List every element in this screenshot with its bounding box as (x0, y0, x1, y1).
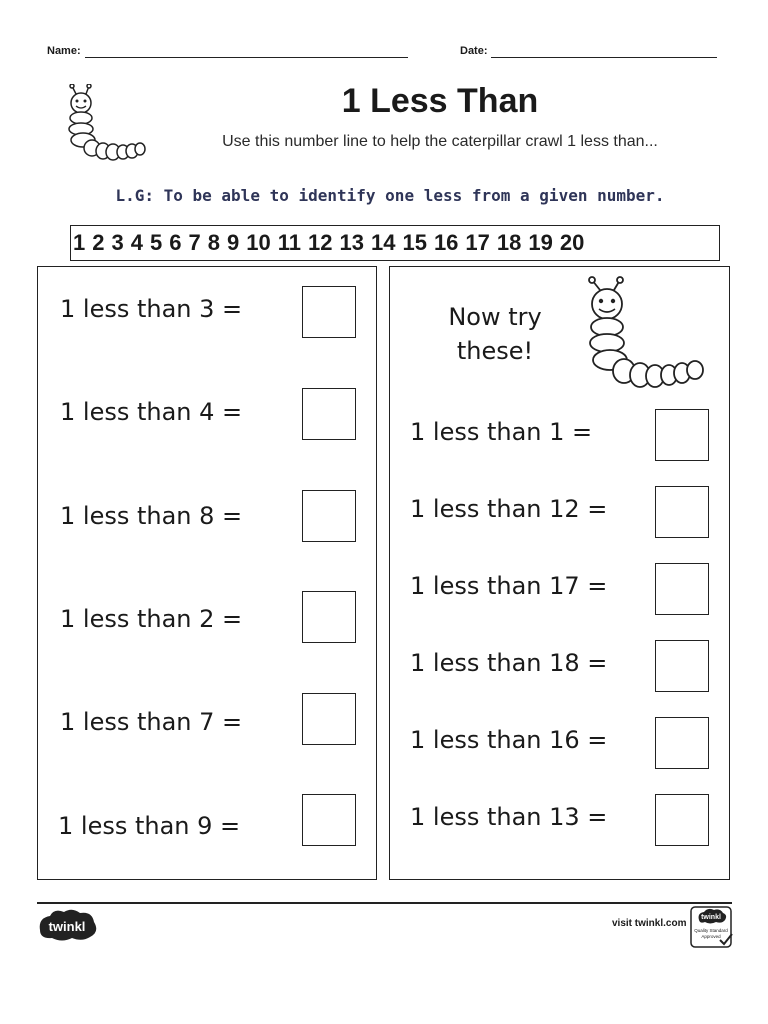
question-label: 1 less than 9 = (58, 812, 241, 840)
number-line-item: 2 (92, 230, 105, 255)
left-question-panel (37, 266, 377, 880)
number-line-item: 5 (150, 230, 163, 255)
question-label: 1 less than 16 = (410, 726, 608, 754)
badge-subtext: Quality Standard (694, 928, 728, 933)
footer-divider (37, 902, 732, 904)
question-label: 1 less than 1 = (410, 418, 593, 446)
name-field[interactable] (85, 57, 408, 58)
question-label: 1 less than 7 = (60, 708, 243, 736)
number-line-item: 1 (73, 230, 86, 255)
prompt-line: Now try (448, 303, 542, 331)
number-line-item: 19 (528, 230, 553, 255)
answer-box[interactable] (655, 640, 709, 692)
quality-standard-badge (690, 906, 734, 950)
number-line-item: 20 (559, 230, 585, 255)
answer-box[interactable] (655, 486, 709, 538)
number-line-item: 8 (207, 230, 220, 255)
caterpillar-icon (582, 276, 714, 400)
number-line-item: 12 (308, 230, 333, 255)
number-line-item: 16 (433, 230, 459, 255)
question-label: 1 less than 18 = (410, 649, 608, 677)
number-line-item: 18 (496, 230, 522, 255)
answer-box[interactable] (302, 693, 356, 745)
answer-box[interactable] (655, 409, 709, 461)
answer-box[interactable] (302, 286, 356, 338)
badge-subtext: Approved (701, 934, 721, 939)
name-label: Name: (47, 45, 81, 57)
learning-goal: L.G: To be able to identify one less from a given number. (115, 186, 665, 205)
number-line-item: 10 (246, 230, 271, 255)
question-label: 1 less than 2 = (60, 605, 243, 633)
answer-box[interactable] (655, 563, 709, 615)
number-line-item: 14 (370, 230, 396, 255)
page-subtitle: Use this number line to help the caterpillar crawl 1 less than... (222, 133, 658, 150)
answer-box[interactable] (655, 794, 709, 846)
now-try-prompt (425, 300, 565, 368)
page-title: 1 Less Than (341, 82, 539, 120)
number-line-item: 17 (465, 230, 490, 255)
question-label: 1 less than 13 = (410, 803, 608, 831)
number-line-item: 9 (227, 230, 240, 255)
number-line-item: 4 (130, 230, 143, 255)
number-line-item: 11 (277, 230, 301, 255)
number-line-item: 3 (111, 230, 124, 255)
visit-link[interactable]: visit twinkl.com (612, 918, 687, 929)
prompt-line: these! (456, 337, 534, 365)
badge-text: twinkl (701, 914, 721, 921)
number-line (70, 225, 720, 261)
question-label: 1 less than 12 = (410, 495, 608, 523)
question-label: 1 less than 3 = (60, 295, 243, 323)
answer-box[interactable] (302, 794, 356, 846)
date-field[interactable] (491, 57, 717, 58)
question-label: 1 less than 8 = (60, 502, 243, 530)
logo-text: twinkl (48, 919, 86, 934)
number-line-item: 13 (339, 230, 364, 255)
number-line-item: 6 (169, 230, 182, 255)
caterpillar-icon (62, 84, 152, 166)
answer-box[interactable] (655, 717, 709, 769)
question-label: 1 less than 17 = (410, 572, 608, 600)
answer-box[interactable] (302, 388, 356, 440)
date-label: Date: (460, 45, 488, 57)
answer-box[interactable] (302, 490, 356, 542)
answer-box[interactable] (302, 591, 356, 643)
question-label: 1 less than 4 = (60, 398, 243, 426)
number-line-item: 15 (402, 230, 427, 255)
number-line-item: 7 (188, 230, 201, 255)
twinkl-logo[interactable] (36, 908, 100, 942)
